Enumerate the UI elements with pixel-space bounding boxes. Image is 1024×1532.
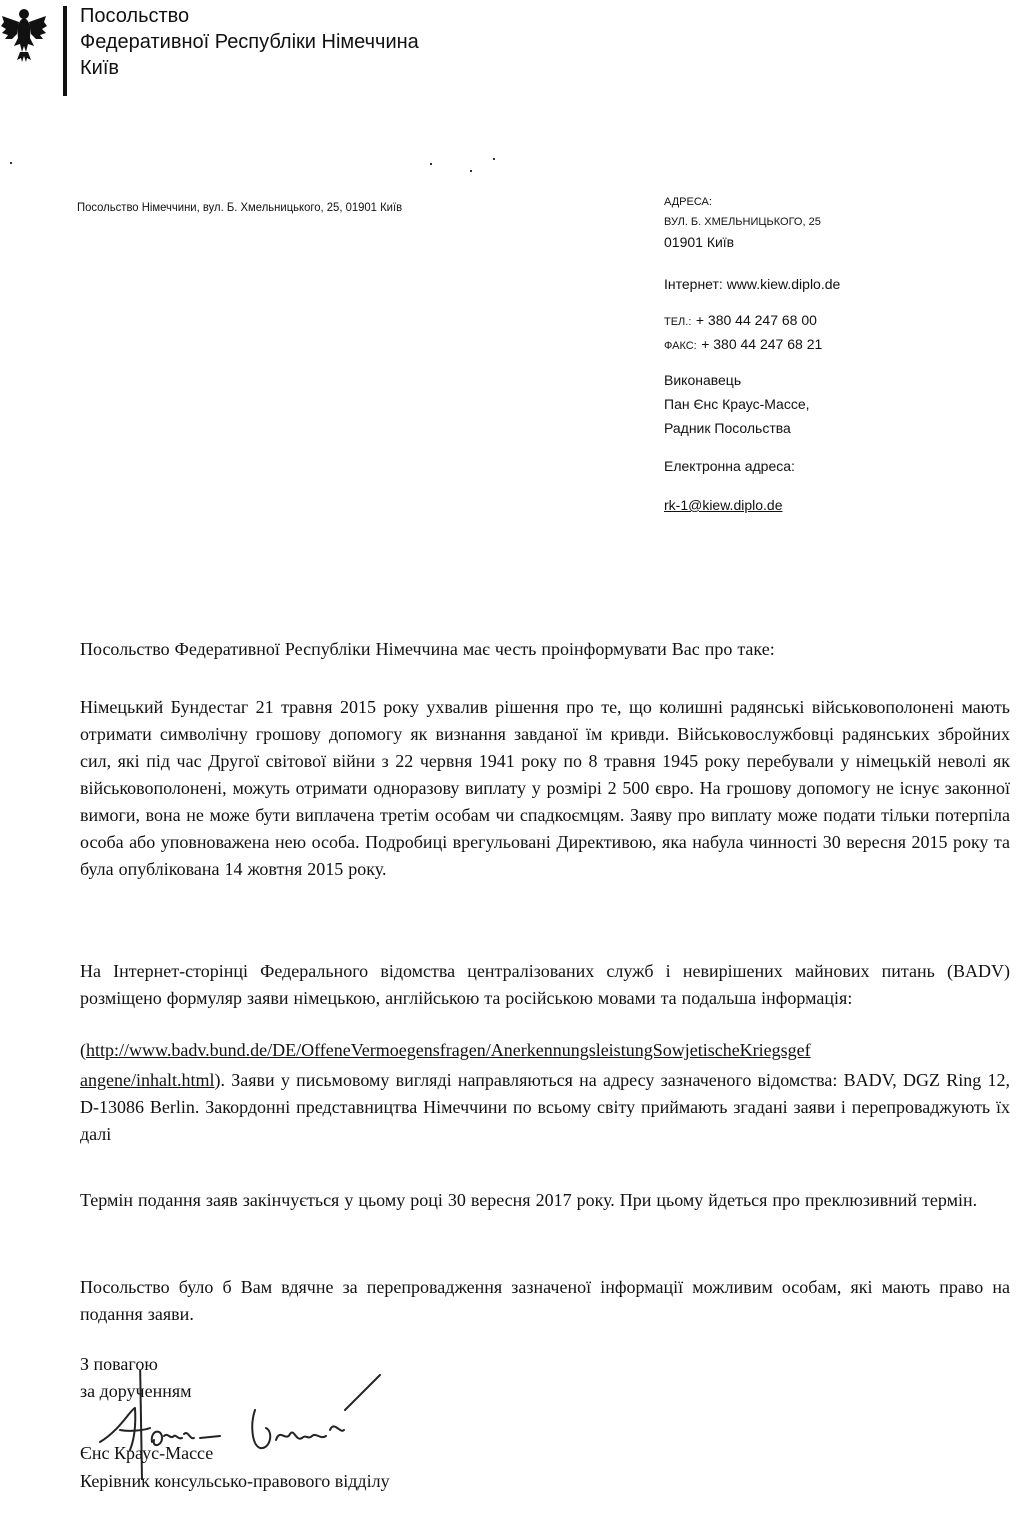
email-address[interactable]: rk-1@kiew.diplo.de — [664, 497, 783, 513]
url-line — [80, 1040, 811, 1061]
address-city: 01901 Київ — [664, 234, 735, 250]
fax-number: + 380 44 247 68 21 — [701, 336, 823, 352]
fax-label: ФАКС: — [664, 340, 697, 352]
signer-title: Керівник консульсько-правового відділу — [80, 1471, 390, 1491]
signer-name: Єнс Краус-Массе — [80, 1443, 214, 1463]
paragraph-2-intro: На Інтернет-сторінці Федерального відомства централізованих служб і невирішених майнових питань (BADV) розміщено формуляр заяви німецькою, англійською та російською мовами та подальша інформація: — [80, 961, 1010, 1008]
executor-title: Радник Посольства — [664, 420, 791, 436]
paragraph-2-rest-text: ). Заяви у письмовому вигляді направляються на адресу зазначеного відомства: BADV, DGZ Ring 12, D-13086 Berlin. Закордонні представництва Німеччини по всьому світу приймають згадані заяви і перепроваджують їх далі — [80, 1070, 1010, 1144]
url-open-paren: ( — [80, 1040, 86, 1060]
address-fax — [664, 336, 822, 354]
address-phone — [664, 312, 817, 330]
address-internet: Інтернет: www.kiew.diplo.de — [664, 276, 841, 292]
closing-on-behalf: за дорученням — [80, 1381, 192, 1401]
letterhead-line-1: Посольство — [80, 5, 190, 27]
email-label: Електронна адреса: — [664, 458, 795, 474]
executor-name: Пан Єнс Краус-Массе, — [664, 396, 810, 412]
sender-address-line: Посольство Німеччини, вул. Б. Хмельницького, 25, 01901 Київ — [77, 200, 403, 214]
paragraph-3: Термін подання заяв закінчується у цьому році 30 вересня 2017 року. При цьому йдеться про преклюзивний термін. — [80, 1190, 978, 1210]
federal-eagle-icon — [0, 2, 48, 66]
paragraph-2-rest — [80, 1067, 1010, 1148]
paragraph-4: Посольство було б Вам вдячне за перепровадження зазначеної інформації можливим особам, які мають право на подання заяви. — [80, 1277, 1010, 1324]
address-street: ВУЛ. Б. ХМЕЛЬНИЦЬКОГО, 25 — [664, 216, 821, 228]
badv-link-part-2[interactable]: angene/inhalt.html — [80, 1070, 215, 1090]
badv-link-part-1[interactable]: http://www.badv.bund.de/DE/OffeneVermoegensfragen/AnerkennungsleistungSowjetischeKriegsgef — [86, 1040, 811, 1060]
closing-regards: З повагою — [80, 1354, 158, 1374]
intro-paragraph: Посольство Федеративної Республіки Німеччина має честь проінформувати Вас про таке: — [80, 639, 775, 659]
phone-label: ТЕЛ.: — [664, 316, 692, 328]
letterhead — [80, 3, 419, 81]
letterhead-line-3: Київ — [80, 57, 120, 79]
address-label: АДРЕСА: — [664, 196, 712, 208]
paragraph-1: Німецький Бундестаг 21 травня 2015 року ухвалив рішення про те, що колишні радянські військовополонені мають отримати символічну грошову допомогу як визнання завданої їм кривди. Військовослужбовці радянських збройних сил, які під час Другої світової війни з 22 червня 1941 року по 8 травня 1945 року перебували у німецькій неволі як військовополонені, можуть отримати одноразову виплату у розмірі 2 500 євро. На грошову допомогу не існує законної вимоги, вона не може бути виплачена третім особам чи спадкоємцям. Заяву про виплату може подати тільки потерпіла особа або уповноважена нею особа. Подробиці врегульовані Директивою, яка набула чинності 30 вересня 2015 року та була опублікована 14 жовтня 2015 року. — [80, 697, 1010, 879]
executor-label: Виконавець — [664, 372, 742, 388]
phone-number: + 380 44 247 68 00 — [695, 312, 817, 328]
letterhead-line-2: Федеративної Республіки Німеччина — [80, 31, 419, 53]
letterhead-divider — [63, 6, 67, 96]
